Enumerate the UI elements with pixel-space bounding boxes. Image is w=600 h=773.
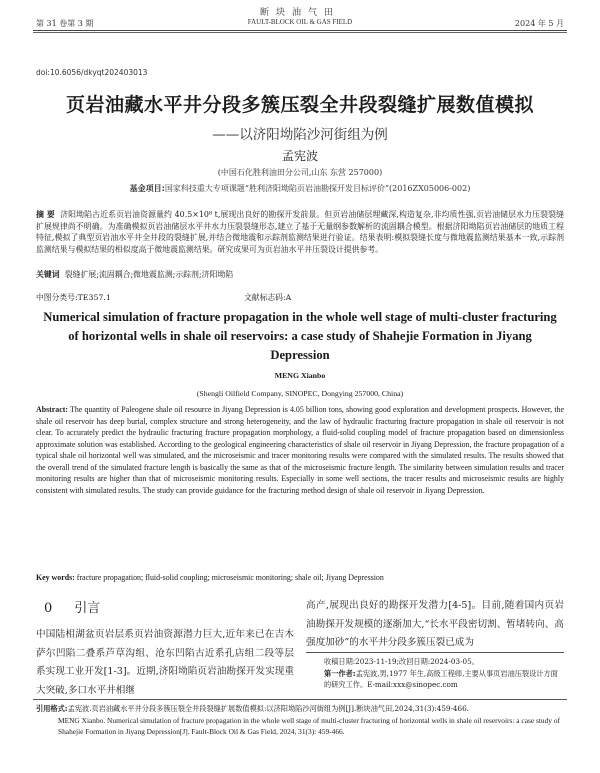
footnote-author-label: 第一作者:	[324, 669, 356, 678]
volume-issue: 第 31 卷第 3 期	[36, 19, 94, 28]
keywords-cn-text: 裂缝扩展;流固耦合;微地震监测;示踪剂;济阳坳陷	[64, 270, 234, 279]
abstract-cn-label: 摘 要	[36, 210, 55, 219]
funding-text: 国家科技重大专项课题“胜利济阳坳陷页岩油勘探开发目标评价”(2016ZX05006-002)	[164, 184, 471, 193]
document-code: 文献标志码:A	[244, 293, 292, 302]
clc-number: 中图分类号:TE357.1	[36, 293, 111, 302]
journal-name-cn: 断块油气田	[259, 8, 340, 18]
section-heading	[44, 597, 100, 616]
citation-cn-text: 孟宪波.页岩油藏水平井分段多簇压裂全井段裂缝扩展数值模拟:以济阳坳陷沙河街组为例[J].断块油气田,2024,31(3):459-466.	[67, 704, 469, 713]
affiliation-en: (Shengli Oilfield Company, SINOPEC, Dongying 257000, China)	[196, 389, 404, 398]
header-rule	[33, 30, 567, 31]
paper-title-en: Numerical simulation of fracture propagation in the whole well stage of multi-cluster fracturing of horizontal wells in shale oil reservoirs: a case study of Shahejie Formation in Jiyang Depression	[43, 310, 557, 362]
footnote-author-text: 孟宪波,男,1977 年生,高级工程师,主要从事页岩油压裂设计方面的研究工作。E-mail:xxx@sinopec.com	[324, 669, 558, 690]
abstract-en-label: Abstract:	[36, 405, 68, 414]
citation-cn	[36, 703, 564, 715]
citation-label: 引用格式:	[36, 704, 68, 713]
citation-rule	[33, 699, 567, 700]
keywords-en	[36, 572, 564, 584]
keywords-en-text: fracture propagation; fluid-solid coupling; microseismic monitoring; shale oil; Jiyang Depression	[76, 573, 384, 582]
keywords-cn	[36, 269, 564, 281]
journal-name-en: FAULT-BLOCK OIL & GAS FIELD	[247, 18, 353, 26]
abstract-cn	[36, 209, 564, 255]
abstract-cn-text: 济阳坳陷古近系页岩油资源量约 40.5×10⁸ t,展现出良好的勘探开发前景。但页岩油储层埋藏深,构造复杂,非均质性强,页岩油储层水力压裂裂缝扩展规律尚不明确。为准确模拟页岩油储层水平井水力压裂裂缝形态,建立了基于无量纲参数解析的流固耦合模型。根据济阳坳陷页岩油储层的地质工程特征,模拟了典型页岩油水平井全井段的裂缝扩展,并结合微地震和示踪剂监测结果进行验证。结果表明:模拟裂缝长度与微地震监测结果基本一致,示踪剂监测结果与模拟结果的相似度高于微地震监测结果。研究成果可为页岩油水平井压裂设计提供参考。	[36, 210, 565, 254]
footnote-received: 收稿日期:2023-11-19;改回日期:2024-03-05。	[324, 657, 479, 666]
funding-cn	[0, 183, 600, 194]
keywords-cn-label: 关键词	[36, 270, 60, 279]
footnote-rule	[306, 652, 564, 653]
paper-subtitle-cn: ——以济阳坳陷沙河街组为例	[212, 127, 388, 143]
header-rule-thin	[33, 32, 567, 33]
intro-right-column: 高产,展现出良好的勘探开发潜力[4-5]。目前,随着国内页岩油勘探开发规模的逐渐加大,“长水平段密切割、暂堵转向、高强度加砂”的水平井分段多簇压裂已成为	[306, 600, 564, 649]
funding-label: 基金项目:	[129, 184, 165, 193]
doi: doi:10.6056/dkyqt202403013	[36, 68, 148, 77]
section-title: 引言	[74, 601, 101, 616]
affiliation-cn: (中国石化胜利油田分公司,山东 东营 257000)	[217, 168, 383, 177]
citation-en: MENG Xianbo. Numerical simulation of fracture propagation in the whole well stage of multi-cluster fracturing of horizontal wells in shale oil reservoirs: a case study of Shahejie Formation in Jiyang Depression[J]. Fault-Block Oil & Gas Field, 2024, 31(3): 459-466.	[58, 716, 561, 737]
intro-left-column: 中国陆相湖盆页岩层系页岩油资源潜力巨大,近年来已在吉木萨尔凹陷二叠系芦草沟组、沧东凹陷古近系孔店组二段等层系实现工业开发[1-3]。近期,济阳坳陷页岩油勘探开发实现重大突破,多口水平井相继	[36, 629, 294, 696]
author-cn: 孟宪波	[281, 149, 318, 163]
footnote-author	[324, 668, 564, 691]
paper-title-cn: 页岩油藏水平井分段多簇压裂全井段裂缝扩展数值模拟	[65, 94, 534, 116]
abstract-en	[36, 404, 564, 496]
section-number: 0	[44, 601, 53, 616]
issue-date: 2024 年 5 月	[514, 19, 564, 28]
abstract-en-text: The quantity of Paleogene shale oil resource in Jiyang Depression is 4.05 billion tons, showing good exploration and development prospects. However, the shale oil reservoir has deep burial, complex structure and strong heterogeneity, and the law of hydraulic fracturing fracture propagation in shale oil reservoir is not clear. To accurately predict the hydraulic fracturing fracture propagation morphology, a fluid-solid coupling model of fracture propagation based on dimensionless approximate solution was established. According to the geological engineering characteristics of shale oil reservoir in Jiyang Depression, the fracture propagation of a typical shale oil horizontal well was simulated, and the microseismic and tracer monitoring results were compared with the simulated results. The results showed that the overall trend of the simulated fracture length is basically the same as that of the microseismic fracture length. The similarity between simulation results and tracer monitoring results are higher than that of microseismic monitoring results. Especially in some well sections, the tracer results and microseismic results are highly consistent with simulated results. The study can provide guidance for the fracturing method design of shale oil reservoir in Jiyang Depression.	[36, 405, 564, 495]
keywords-en-label: Key words:	[36, 573, 75, 582]
author-en: MENG Xianbo	[274, 371, 326, 380]
